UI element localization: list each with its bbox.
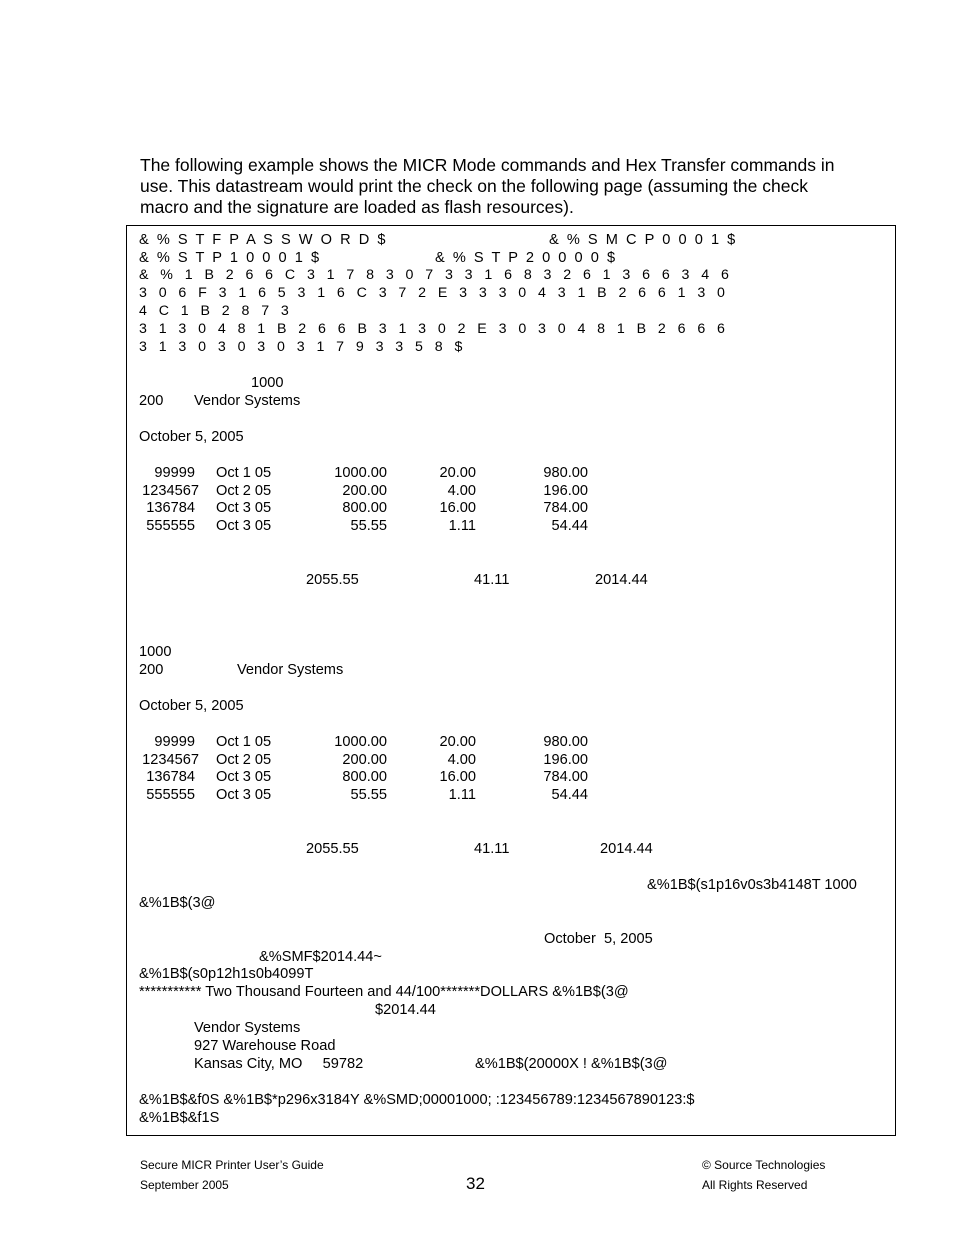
amount-figure: $2014.44 (375, 1002, 436, 1018)
symbol-cmd: &%1B$(20000X ! &%1B$(3@ (475, 1056, 668, 1072)
stub1-inv-date: Oct 2 05 (216, 483, 272, 499)
payee-street: 927 Warehouse Road (194, 1038, 336, 1054)
stub1-total-discount: 41.11 (474, 572, 510, 588)
check-number-font-cmd: &%1B$(s1p16v0s3b4148T 1000 (647, 877, 857, 893)
stub1-net: 784.00 (543, 500, 588, 516)
footer-copyright: © Source Technologies (702, 1158, 826, 1172)
hex-line: & % 1 B 2 6 6 C 3 1 7 8 3 0 7 3 3 1 6 8 3 2 6 1 3 6 6 3 4 6 (139, 267, 729, 283)
stub1-invoice: 1234567 (142, 483, 199, 499)
cmd-stp1: & % S T P 1 0 0 0 1 $ (139, 250, 320, 266)
stub2-discount: 20.00 (439, 734, 476, 750)
stub2-net: 196.00 (543, 752, 588, 768)
stub2-vendor-name: Vendor Systems (237, 662, 344, 678)
hex-line: 3 0 6 F 3 1 6 5 3 1 6 C 3 7 2 E 3 3 3 0 4 3 1 B 2 6 6 1 3 0 (139, 285, 725, 301)
cmd-password: & % S T F P A S S W O R D $ (139, 232, 386, 248)
stub1-amount: 1000.00 (334, 465, 387, 481)
stub1-invoice: 555555 (146, 518, 195, 534)
stub1-net: 54.44 (551, 518, 588, 534)
stub1-discount: 16.00 (439, 500, 476, 516)
payee-name: Vendor Systems (194, 1020, 301, 1036)
intro-line: use. This datastream would print the check on the following page (assuming the check (140, 176, 808, 196)
stub1-vendor-name: Vendor Systems (194, 393, 301, 409)
stub2-net: 784.00 (543, 769, 588, 785)
footer-guide-date: September 2005 (140, 1178, 229, 1192)
stub1-net: 196.00 (543, 483, 588, 499)
stub1-amount: 55.55 (350, 518, 387, 534)
intro-paragraph (140, 155, 900, 218)
amount-in-words: *********** Two Thousand Fourteen and 44/100*******DOLLARS &%1B$(3@ (139, 984, 629, 1000)
stub2-amount: 1000.00 (334, 734, 387, 750)
stub2-total-discount: 41.11 (474, 841, 510, 857)
stub2-inv-date: Oct 1 05 (216, 734, 272, 750)
footer-rights: All Rights Reserved (702, 1178, 808, 1192)
stub2-net: 980.00 (543, 734, 588, 750)
stub2-inv-date: Oct 3 05 (216, 769, 272, 785)
stub2-vendor-id: 200 (139, 662, 164, 678)
stub2-total-net: 2014.44 (600, 841, 653, 857)
stub2-total-amount: 2055.55 (306, 841, 359, 857)
hex-line: 4 C 1 B 2 8 7 3 (139, 303, 289, 319)
hex-line: 3 1 3 0 4 8 1 B 2 6 6 B 3 1 3 0 2 E 3 0 3 0 4 8 1 B 2 6 6 6 (139, 321, 725, 337)
stub2-date: October 5, 2005 (139, 698, 244, 714)
cmd-smcp: & % S M C P 0 0 0 1 $ (549, 232, 736, 248)
stub2-invoice: 136784 (146, 769, 195, 785)
cmd-stp2: & % S T P 2 0 0 0 0 $ (435, 250, 616, 266)
stub1-total-amount: 2055.55 (306, 572, 359, 588)
stub2-amount: 200.00 (342, 752, 387, 768)
stub2-invoice: 1234567 (142, 752, 199, 768)
stub2-check-number: 1000 (139, 644, 172, 660)
hex-line: 3 1 3 0 3 0 3 0 3 1 7 9 3 3 5 8 $ (139, 339, 463, 355)
stub2-net: 54.44 (551, 787, 588, 803)
page-number: 32 (466, 1174, 485, 1193)
intro-line: The following example shows the MICR Mode commands and Hex Transfer commands in (140, 155, 835, 175)
footer-guide-title: Secure MICR Printer User’s Guide (140, 1158, 324, 1172)
stub1-amount: 200.00 (342, 483, 387, 499)
stub1-check-number: 1000 (251, 375, 284, 391)
stub1-total-net: 2014.44 (595, 572, 648, 588)
font-reset-cmd: &%1B$(3@ (139, 895, 216, 911)
stub2-discount: 16.00 (439, 769, 476, 785)
stub2-inv-date: Oct 3 05 (216, 787, 272, 803)
stub1-discount: 1.11 (448, 518, 476, 534)
stub1-inv-date: Oct 3 05 (216, 518, 272, 534)
stub2-inv-date: Oct 2 05 (216, 752, 272, 768)
font-select-cmd: &%1B$(s0p12h1s0b4099T (139, 966, 314, 982)
stub2-discount: 1.11 (448, 787, 476, 803)
stub2-amount: 800.00 (342, 769, 387, 785)
stub2-amount: 55.55 (350, 787, 387, 803)
stub1-discount: 4.00 (447, 483, 476, 499)
intro-line: macro and the signature are loaded as flash resources). (140, 197, 574, 217)
stub1-amount: 800.00 (342, 500, 387, 516)
smf-amount-cmd: &%SMF$2014.44~ (259, 949, 382, 965)
micr-line: &%1B$&f0S &%1B$*p296x3184Y &%SMD;00001000; :123456789:1234567890123:$ (139, 1092, 695, 1108)
stub1-inv-date: Oct 3 05 (216, 500, 272, 516)
stub1-net: 980.00 (543, 465, 588, 481)
stub2-invoice: 555555 (146, 787, 195, 803)
datastream-box (126, 225, 896, 1136)
stub1-inv-date: Oct 1 05 (216, 465, 272, 481)
payee-city: Kansas City, MO 59782 (194, 1056, 364, 1072)
stub1-invoice: 136784 (146, 500, 195, 516)
stub1-date: October 5, 2005 (139, 429, 244, 445)
stub2-invoice: 99999 (154, 734, 195, 750)
stub2-discount: 4.00 (447, 752, 476, 768)
check-date: October 5, 2005 (544, 931, 653, 947)
stub1-discount: 20.00 (439, 465, 476, 481)
macro-end-cmd: &%1B$&f1S (139, 1110, 220, 1126)
stub1-vendor-id: 200 (139, 393, 164, 409)
stub1-invoice: 99999 (154, 465, 195, 481)
